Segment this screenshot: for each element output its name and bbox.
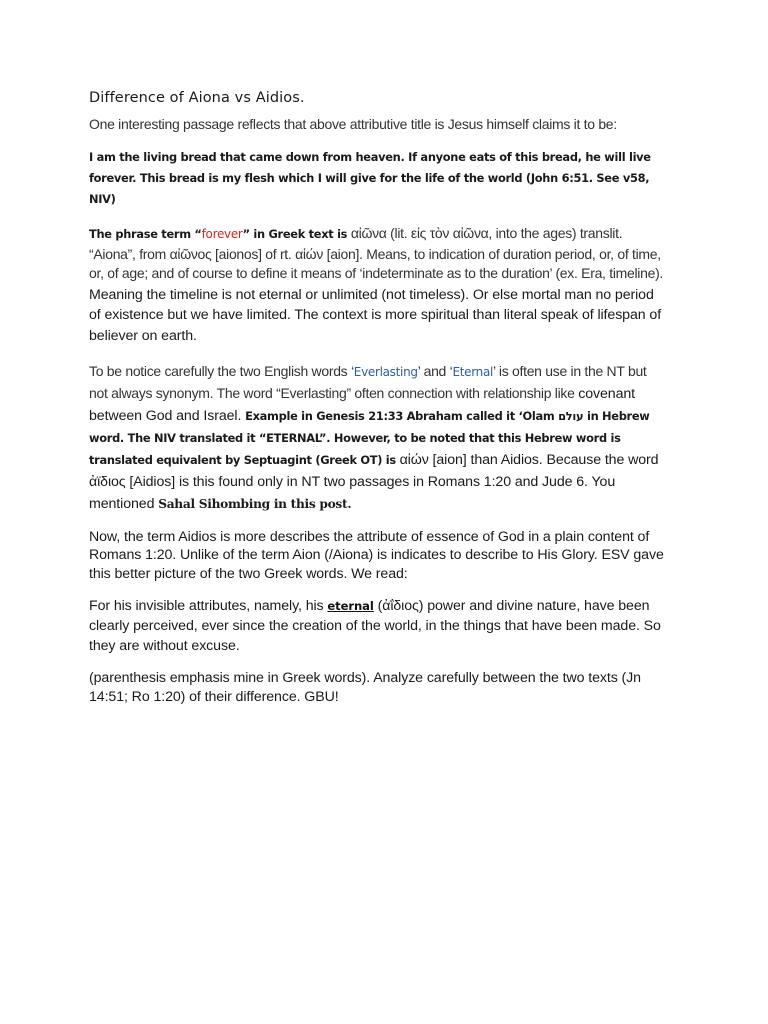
notice-text-3: ’ is often use in the NT but not always synonym. The word “Everlasting” often connection with relationship like xyxy=(89,362,647,401)
document-body xyxy=(89,90,667,707)
notice-text-2: ’ and ‘ xyxy=(417,362,453,379)
everlasting-highlight: Everlasting xyxy=(353,364,418,379)
intro-paragraph: One interesting passage reflects that above attributive title is Jesus himself claims it to be: xyxy=(89,116,617,132)
eternal-highlight: Eternal xyxy=(452,364,494,379)
mentioned-author: Sahal Sihombing in this post. xyxy=(158,496,352,511)
aidios-paragraph: Now, the term Aidios is more describes the attribute of essence of God in a plain content of Romans 1:20. Unlike of the term Aion (/Aiona) is indicates to describe to His Glory. ESV gave this better picture of the two Greek words. We read: xyxy=(89,528,664,582)
genesis-example-text: Example in Genesis 21:33 Abraham called it ‘Olam עולם in Hebrew word. The NIV translated it “ETERNAL”. However, to be noted that this Hebrew word is translated equivalent by Septuagint (Greek OT) is xyxy=(89,408,650,467)
closing-paragraph: (parenthesis emphasis mine in Greek words). Analyze carefully between the two texts (Jn 14:51; Ro 1:20) of their difference. GBU! xyxy=(89,670,641,706)
greek-explanation-text: αἰῶνα (lit. εἰς τὸν αἰῶνα, into the ages) translit. “Aiona”, from αἰῶνος [aionos] of rt. αἰών [aion]. Means, to indication of duration period, or, of time, or, of age; and of course to define it means of ‘indeterminate as to the duration’ (ex. Era, timeline). xyxy=(89,225,664,282)
covenant-text: covenant between God and Israel. xyxy=(89,385,636,424)
forever-lead-text: The phrase term “ xyxy=(89,227,202,241)
bible-quote: I am the living bread that came down from heaven. If anyone eats of this bread, he will live forever. This bread is my flesh which I will give for the life of the world (John 6:51. See v58, NIV) xyxy=(89,150,651,206)
forever-paragraph xyxy=(89,224,667,347)
forever-lead-text-2: ” in Greek text is xyxy=(242,227,351,241)
romans-quote-paragraph xyxy=(89,596,667,656)
document-title: Difference of Aiona vs Aidios. xyxy=(89,90,305,106)
aion-aidios-text: αἰών [aion] than Aidios. Because the word ἀϊδιος [Aidios] is this found only in NT two passages in Romans 1:20 and Jude 6. You mentioned xyxy=(89,451,659,512)
notice-text-1: To be notice carefully the two English words ‘ xyxy=(89,362,354,379)
forever-highlight: forever xyxy=(201,227,243,241)
notice-paragraph xyxy=(89,361,667,515)
romans-text-1: For his invisible attributes, namely, his xyxy=(89,598,328,615)
timeline-meaning-text: Meaning the timeline is not eternal or unlimited (not timeless). Or else mortal man no period of existence but we have limited. The context is more spiritual than literal speak of lifespan of believer on earth. xyxy=(89,286,662,344)
eternal-emphasis: eternal xyxy=(327,599,374,614)
romans-text-2: (ἀΐδιος) power and divine nature, have been clearly perceived, ever since the creation of the world, in the things that have been made. So they are without excuse. xyxy=(89,598,661,655)
